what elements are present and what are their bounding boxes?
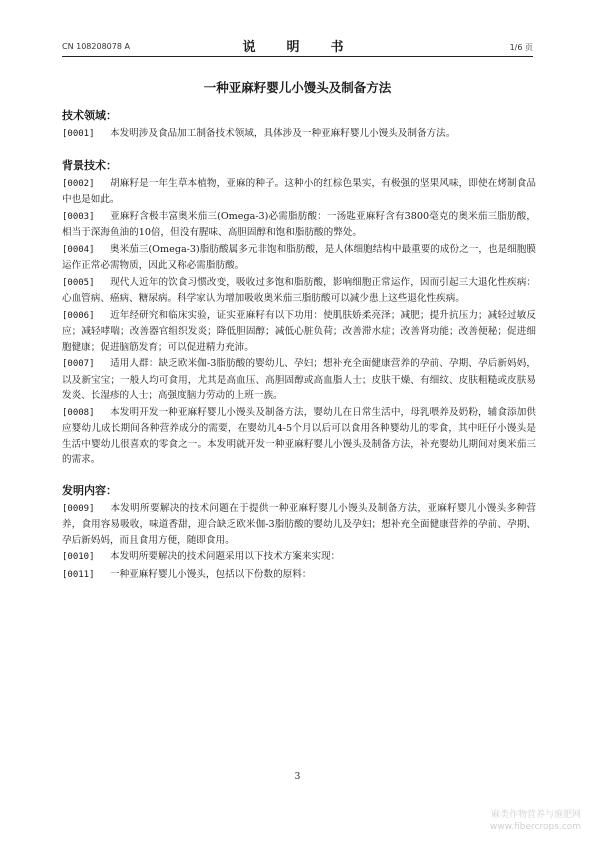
paragraph-text: 一种亚麻籽婴儿小馒头，包括以下份数的原料： bbox=[110, 568, 312, 580]
page-header bbox=[62, 36, 533, 56]
paragraph-text: 本发明所要解决的技术问题在于提供一种亚麻籽婴儿小馒头及制备方法，亚麻籽婴儿小馒头多种营养，食用容易吸收，味道香甜，迎合缺乏欧米伽-3脂肪酸的婴幼儿及孕妇；想补充全面健康营养的孕前、孕期、孕后新妈妈，而且食用方便，随即食用。 bbox=[62, 502, 536, 546]
paragraph bbox=[62, 308, 536, 356]
paragraph bbox=[62, 567, 536, 584]
page-number: 3 bbox=[294, 772, 301, 782]
paragraph-number: [0008] bbox=[62, 407, 95, 418]
paragraph-number: [0006] bbox=[62, 310, 95, 321]
section-heading: 技术领域： bbox=[62, 109, 117, 122]
paragraph-number: [0002] bbox=[62, 178, 95, 189]
paragraph-text: 亚麻籽含极丰富奥米茄三(Omega-3)必需脂肪酸：一汤匙亚麻籽含有3800毫克的奥米茄三脂肪酸，相当于深海鱼油的10倍，但没有腥味、高胆固醇和饱和脂肪酸的弊处。 bbox=[62, 210, 536, 238]
paragraph bbox=[62, 242, 536, 274]
paragraph-number: [0003] bbox=[62, 211, 95, 222]
section-background bbox=[62, 158, 536, 468]
paragraph bbox=[62, 356, 536, 404]
paragraph-number: [0009] bbox=[62, 503, 95, 514]
paragraph bbox=[62, 275, 536, 307]
section-invention-content bbox=[62, 483, 536, 584]
paragraph-number: [0010] bbox=[62, 552, 95, 562]
paragraph bbox=[62, 209, 536, 241]
paragraph-text: 本发明涉及食品加工制备技术领域，具体涉及一种亚麻籽婴儿小馒头及制备方法。 bbox=[110, 128, 456, 139]
header-divider bbox=[62, 56, 533, 57]
document-type-label: 说 明 书 bbox=[242, 40, 353, 55]
page-info: 1/6 页 bbox=[509, 43, 533, 52]
paragraph-text: 本发明所要解决的技术问题采用以下技术方案来实现： bbox=[110, 551, 341, 562]
paragraph-text: 适用人群：缺乏欧米伽-3脂肪酸的婴幼儿、孕妇；想补充全面健康营养的孕前、孕期、孕后新妈妈，以及新宝宝；一般人均可食用，尤其是高血压、高胆固醇或高血脂人士；皮肤干燥、有细纹、皮肤粗糙或皮肤易发炎、长湿疹的人士；高强度脑力劳动的上班一族。 bbox=[62, 358, 536, 401]
section-heading: 发明内容： bbox=[62, 483, 117, 497]
paragraph-text: 胡麻籽是一年生草本植物，亚麻的种子。这种小的红棕色果实，有极强的坚果风味，即使在烤制食品中也是如此。 bbox=[62, 177, 536, 205]
paragraph bbox=[62, 126, 536, 143]
paragraph-text: 奥米茄三(Omega-3)脂肪酸属多元非饱和脂肪酸，是人体细胞结构中最重要的成份之一，也是细胞膜运作正常必需物质，因此又称必需脂肪酸。 bbox=[62, 243, 536, 271]
paragraph bbox=[62, 501, 536, 549]
document-number: CN 108208078 A bbox=[62, 42, 130, 51]
paragraph-number: [0001] bbox=[62, 129, 95, 139]
paragraph bbox=[62, 549, 536, 566]
document-title: 一种亚麻籽婴儿小馒头及制备方法 bbox=[203, 80, 392, 95]
watermark-url: www.fibercrops.com bbox=[490, 822, 581, 832]
paragraph-number: [0011] bbox=[62, 569, 95, 580]
watermark bbox=[490, 809, 581, 833]
paragraph-number: [0005] bbox=[62, 277, 95, 288]
paragraph-text: 本发明开发一种亚麻籽婴儿小馒头及制备方法，婴幼儿在日常生活中，母乳喂养及奶粉，辅食添加供应婴幼儿成长期间各种营养成分的需要，在婴幼儿4-5个月以后可以食用各种婴幼儿的零食，其中旺仔小馒头是生活中婴幼儿很喜欢的零食之一。本发明就开发一种亚麻籽婴儿小馒头及制备方法，补充婴幼儿期间对奥米茄三的需求。 bbox=[62, 406, 536, 465]
section-technical-field bbox=[62, 108, 536, 143]
watermark-site-name: 麻类作物营养与施肥网 bbox=[490, 810, 581, 820]
paragraph-text: 现代人近年的饮食习惯改变，吸收过多饱和脂肪酸，影响细胞正常运作，因而引起三大退化性疾病：心血管病、癌病、糖尿病。科学家认为增加吸收奥米茄三脂肪酸可以减少患上这些退化性疾病。 bbox=[62, 276, 536, 304]
paragraph bbox=[62, 176, 536, 208]
document-body bbox=[62, 108, 536, 584]
paragraph bbox=[62, 405, 536, 468]
paragraph-text: 近年经研究和临床实验，证实亚麻籽有以下功用：使肌肤娇柔亮泽；减肥；提升抗压力；减轻过敏反应；减轻哮喘；改善器官组织发炎；降低胆固醇；减低心脏负荷；改善滞水症；改善肾功能；改善便秘；促进细胞健康；促进脑筋发育；可以促进精力充沛。 bbox=[62, 309, 536, 353]
paragraph-number: [0007] bbox=[62, 359, 95, 369]
paragraph-number: [0004] bbox=[62, 244, 95, 255]
section-heading: 背景技术： bbox=[62, 158, 117, 172]
